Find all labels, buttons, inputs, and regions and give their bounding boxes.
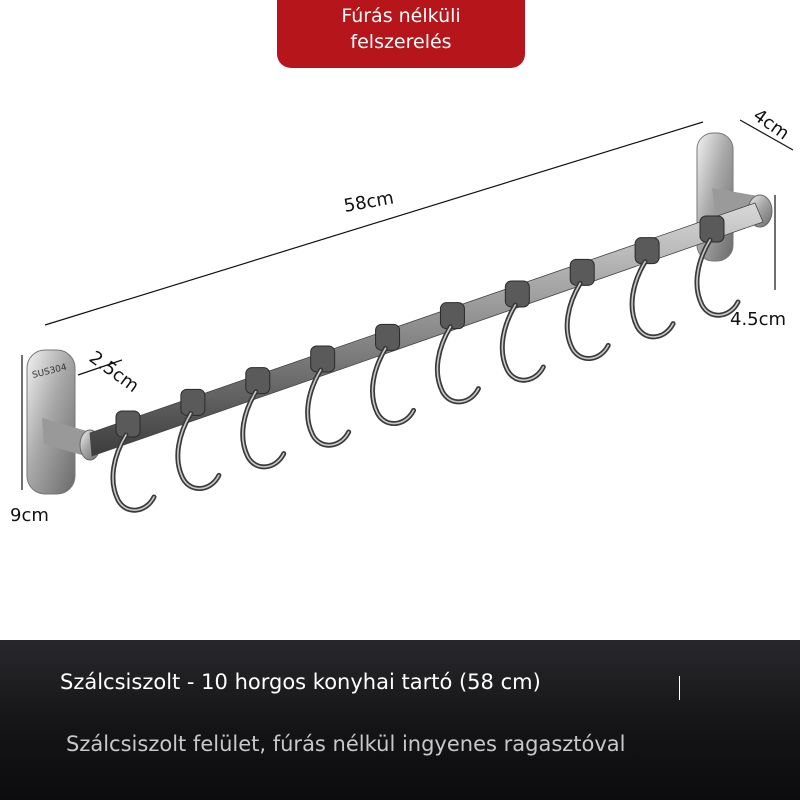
length-dimension-line <box>45 122 703 325</box>
hooks-group <box>113 216 738 510</box>
depth-label: 4cm <box>749 104 794 145</box>
product-title: Szálcsiszolt - 10 horgos konyhai tartó (58 cm) <box>60 670 541 694</box>
caption-bar <box>0 640 800 800</box>
height-label: 4.5cm <box>730 309 787 330</box>
product-subtitle: Szálcsiszolt felület, fúrás nélkül ingyenes ragasztóval <box>66 732 626 756</box>
plate-label: SUS304 <box>31 362 68 381</box>
badge-line-1: Fúrás nélküli <box>341 5 461 27</box>
length-label: 58cm <box>342 187 396 217</box>
text-cursor <box>679 676 680 700</box>
plate-height-label: 9cm <box>10 505 49 526</box>
rod-diameter-label: 2.5cm <box>85 347 143 397</box>
badge-line-2: felszerelés <box>350 31 452 53</box>
